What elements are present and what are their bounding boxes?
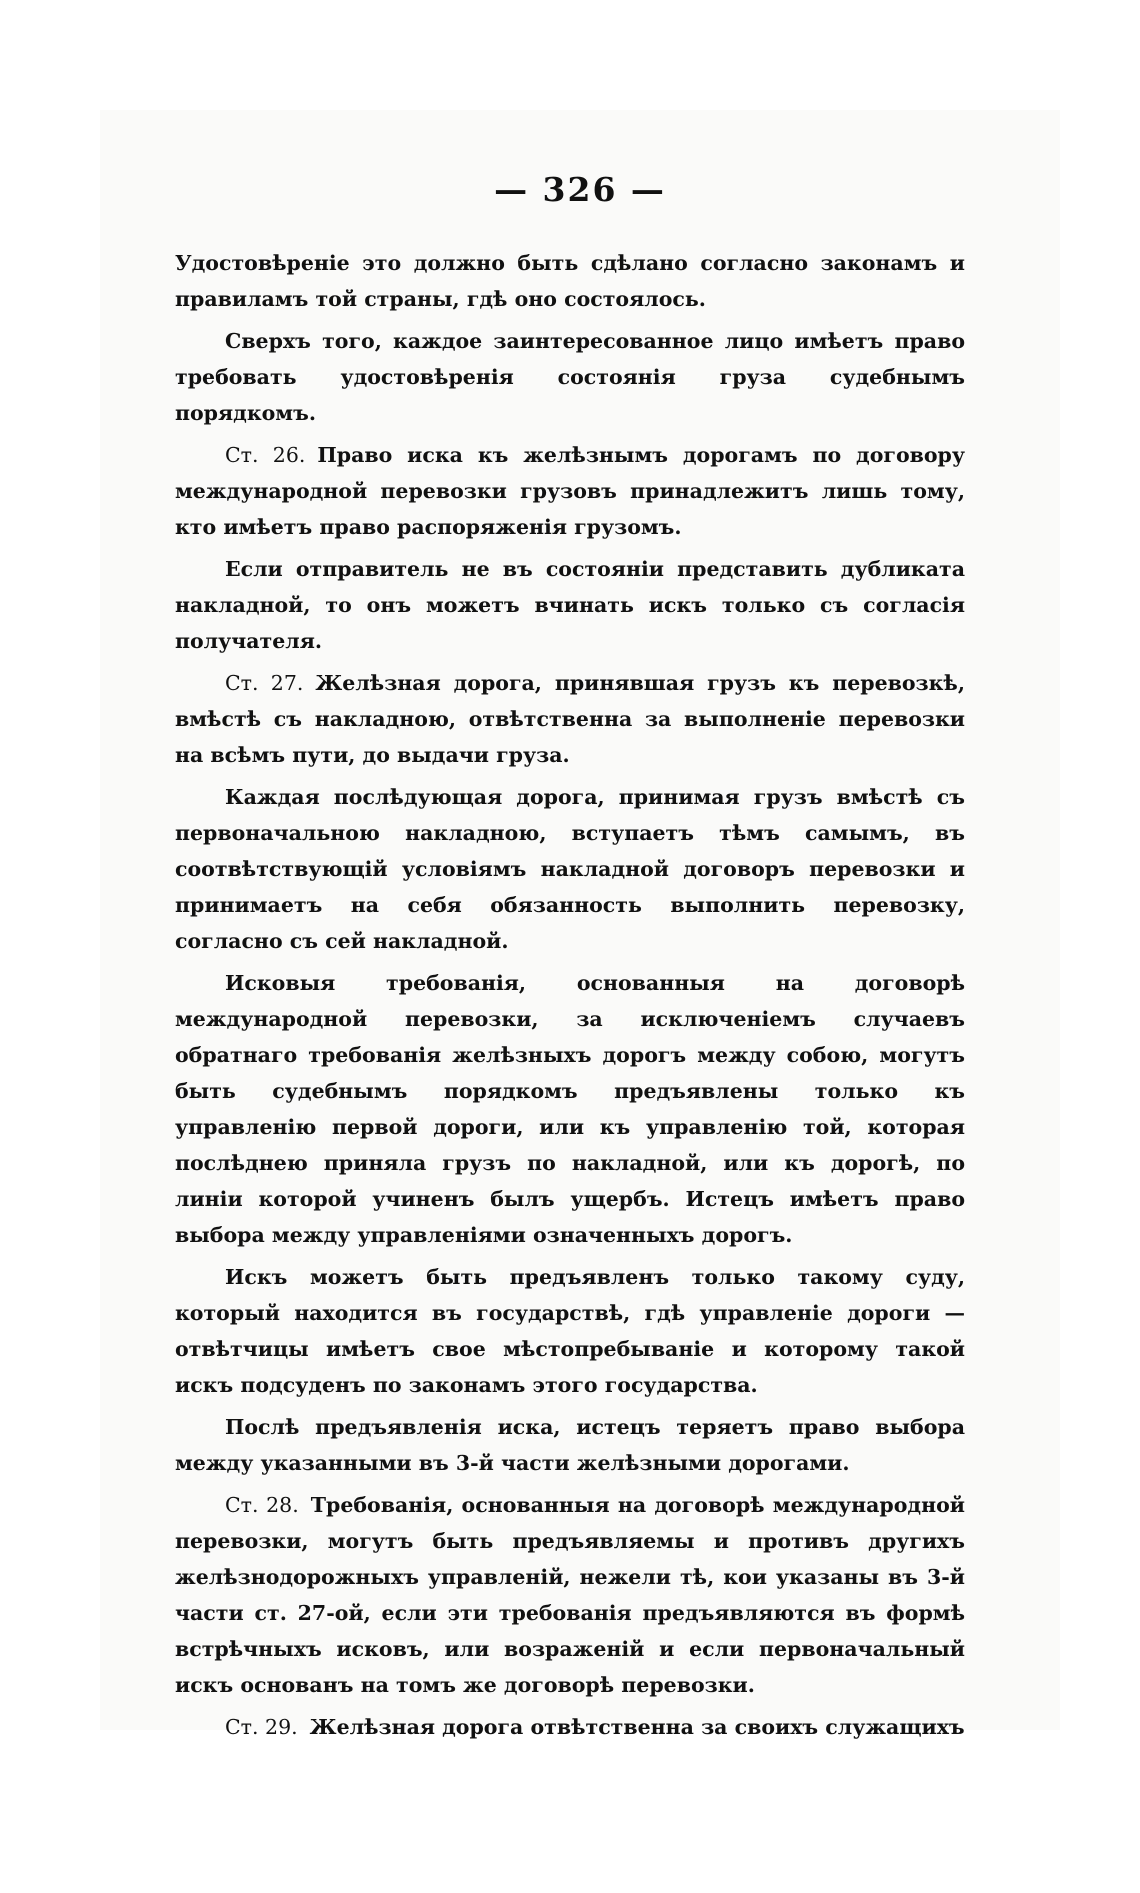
article-paragraph (175, 437, 965, 545)
paragraph-text: Удостовѣреніе это должно быть сдѣлано согласно законамъ и правиламъ той страны, гдѣ оно состоялось. (175, 251, 965, 311)
article-paragraph (175, 1487, 965, 1703)
paragraph-text: Каждая послѣдующая дорога, принимая грузъ вмѣстѣ съ первоначальною накладною, вступаетъ тѣмъ самымъ, въ соотвѣтствующій условіямъ накладной договоръ перевозки и принимаетъ на себя обязанность выполнить перевозку, согласно съ сей накладной. (175, 785, 965, 953)
paragraph (175, 1259, 965, 1403)
paragraph-text: Желѣзная дорога отвѣтственна за своихъ служащихъ (309, 1715, 965, 1739)
paragraph (175, 245, 965, 317)
paragraph (175, 965, 965, 1253)
paragraph-text: Послѣ предъявленія иска, истецъ теряетъ право выбора между указанными въ 3-й части желѣзными дорогами. (175, 1415, 965, 1475)
article-number: Ст. 26. (225, 443, 306, 467)
article-paragraph (175, 665, 965, 773)
paragraph-text: Требованія, основанныя на договорѣ международной перевозки, могутъ быть предъявляемы и противъ другихъ желѣзнодорожныхъ управленій, нежели тѣ, кои указаны въ 3-й части ст. 27-ой, если эти требованія предъявляются въ формѣ встрѣчныхъ исковъ, или возраженій и если первоначальный искъ основанъ на томъ же договорѣ перевозки. (175, 1493, 965, 1697)
paragraph-text: Желѣзная дорога, принявшая грузъ къ перевозкѣ, вмѣстѣ съ накладною, отвѣтственна за выполненіе перевозки на всѣмъ пути, до выдачи груза. (175, 671, 965, 767)
book-page (100, 110, 1060, 1739)
paragraph (175, 779, 965, 959)
paragraph-text: Искъ можетъ быть предъявленъ только такому суду, который находится въ государствѣ, гдѣ управленіе дороги — отвѣтчицы имѣетъ свое мѣстопребываніе и которому такой искъ подсуденъ по законамъ этого государства. (175, 1265, 965, 1397)
paragraph-text: Право иска къ желѣзнымъ дорогамъ по договору международной перевозки грузовъ принадлежитъ лишь тому, кто имѣетъ право распоряженія грузомъ. (175, 443, 965, 539)
paragraph-text: Если отправитель не въ состояніи представить дубликата накладной, то онъ можетъ вчинать искъ только съ согласія получателя. (175, 557, 965, 653)
page-number: — 326 — (494, 170, 666, 209)
article-number: Ст. 27. (225, 671, 304, 695)
article-number: Ст. 28. (225, 1493, 299, 1517)
article-number: Ст. 29. (225, 1715, 298, 1739)
paragraph (175, 323, 965, 431)
paragraph (175, 551, 965, 659)
paragraph (175, 1409, 965, 1481)
paragraph-text: Исковыя требованія, основанныя на договорѣ международной перевозки, за исключеніемъ случаевъ обратнаго требованія желѣзныхъ дорогъ между собою, могутъ быть судебнымъ порядкомъ предъявлены только къ управленію первой дороги, или къ управленію той, которая послѣднею приняла грузъ по накладной, или къ дорогѣ, по линіи которой учиненъ былъ ущербъ. Истецъ имѣетъ право выбора между управленіями означенныхъ дорогъ. (175, 971, 965, 1247)
paragraph-text: Сверхъ того, каждое заинтересованное лицо имѣетъ право требовать удостовѣренія состоянія груза судебнымъ порядкомъ. (175, 329, 965, 425)
body-text (175, 245, 965, 1751)
article-paragraph (175, 1709, 965, 1745)
